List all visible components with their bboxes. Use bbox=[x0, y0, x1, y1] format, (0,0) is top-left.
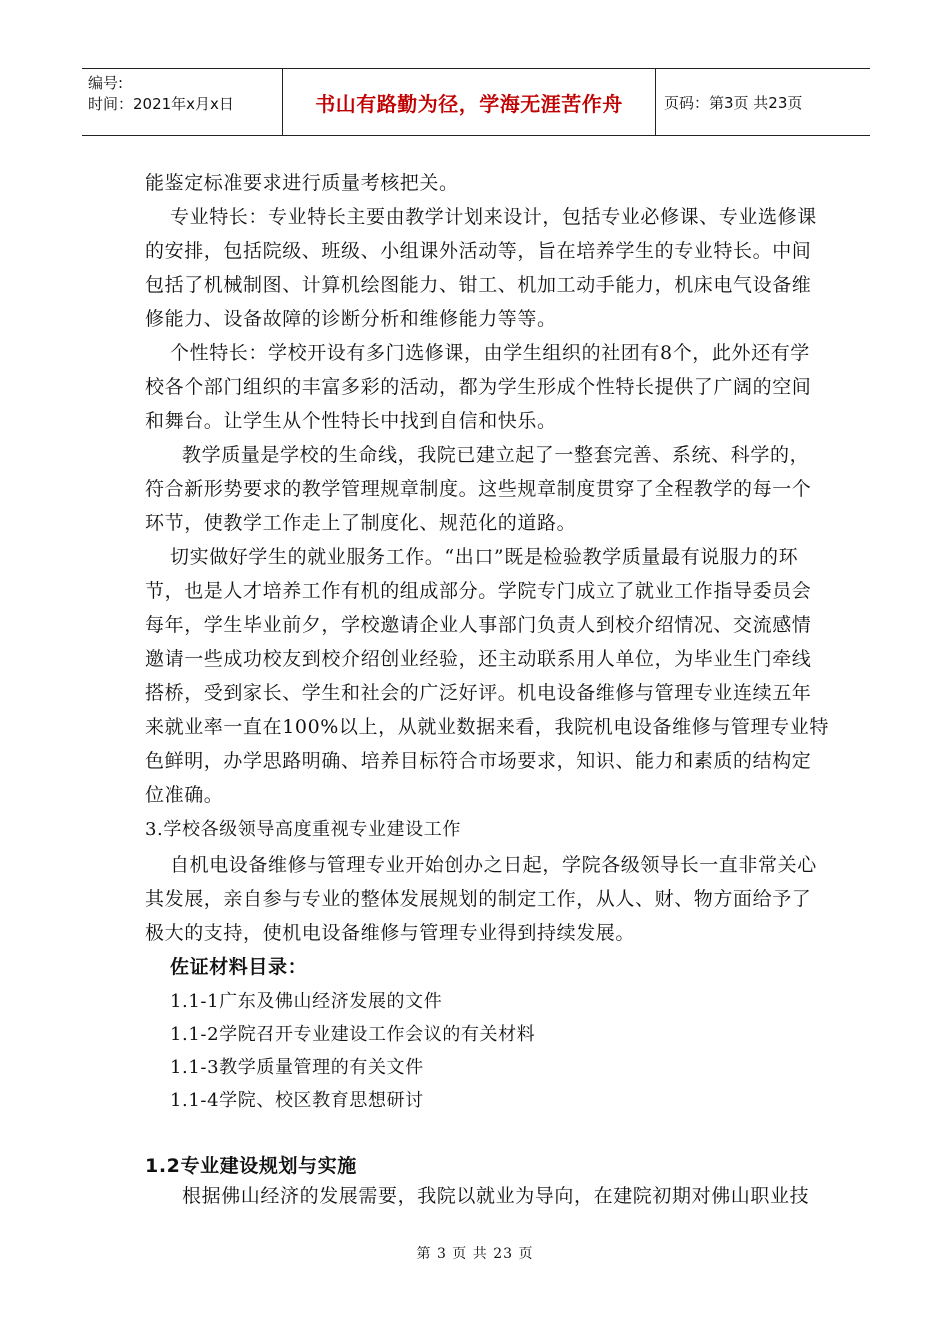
evidence-item: 1.1-1广东及佛山经济发展的文件 bbox=[170, 991, 443, 1012]
paragraph-line: 和舞台。让学生从个性特长中找到自信和快乐。 bbox=[145, 410, 557, 432]
paragraph-line: 每年，学生毕业前夕，学校邀请企业人事部门负责人到校介绍情况、交流感情 bbox=[145, 614, 812, 636]
paragraph-line: 切实做好学生的就业服务工作。“出口”既是检验教学质量最有说服力的环 bbox=[170, 546, 799, 568]
paragraph-line: 教学质量是学校的生命线，我院已建立起了一整套完善、系统、科学的， bbox=[182, 444, 810, 466]
paragraph-line: 包括了机械制图、计算机绘图能力、钳工、机加工动手能力，机床电气设备维 bbox=[145, 274, 812, 296]
paragraph-line: 自机电设备维修与管理专业开始创办之日起，学院各级领导长一直非常关心 bbox=[170, 854, 817, 876]
header-page-info: 页码：第3页 共23页 bbox=[664, 93, 803, 112]
paragraph-line: 个性特长：学校开设有多门选修课，由学生组织的社团有8个，此外还有学 bbox=[170, 342, 810, 364]
paragraph-line: 能鉴定标准要求进行质量考核把关。 bbox=[145, 172, 459, 194]
evidence-item: 1.1-2学院召开专业建设工作会议的有关材料 bbox=[170, 1024, 536, 1045]
paragraph-line: 色鲜明，办学思路明确、培养目标符合市场要求，知识、能力和素质的结构定 bbox=[145, 750, 812, 772]
paragraph-line: 修能力、设备故障的诊断分析和维修能力等等。 bbox=[145, 308, 557, 330]
paragraph-line: 邀请一些成功校友到校介绍创业经验，还主动联系用人单位，为毕业生门牵线 bbox=[145, 648, 812, 670]
section-heading: 1.2专业建设规划与实施 bbox=[145, 1155, 357, 1177]
header-meta bbox=[82, 69, 282, 135]
paragraph-line: 校各个部门组织的丰富多彩的活动，都为学生形成个性特长提供了广阔的空间 bbox=[145, 376, 812, 398]
evidence-item: 1.1-3教学质量管理的有关文件 bbox=[170, 1057, 424, 1078]
paragraph-line: 极大的支持，使机电设备维修与管理专业得到持续发展。 bbox=[145, 922, 636, 944]
section-heading: 3.学校各级领导高度重视专业建设工作 bbox=[145, 819, 461, 840]
document-number-label: 编号: bbox=[88, 74, 124, 92]
paragraph-line: 环节，使教学工作走上了制度化、规范化的道路。 bbox=[145, 512, 577, 534]
paragraph-line: 位准确。 bbox=[145, 784, 224, 806]
paragraph-line: 专业特长：专业特长主要由教学计划来设计，包括专业必修课、专业选修课 bbox=[170, 206, 817, 228]
page-footer: 第 3 页 共 23 页 bbox=[416, 1246, 534, 1262]
paragraph-line: 节，也是人才培养工作有机的组成部分。学院专门成立了就业工作指导委员会 bbox=[145, 580, 812, 602]
evidence-heading: 佐证材料目录： bbox=[170, 956, 308, 978]
paragraph-line: 根据佛山经济的发展需要，我院以就业为导向，在建院初期对佛山职业技 bbox=[182, 1185, 810, 1207]
document-time-label: 时间：2021年x月x日 bbox=[88, 95, 234, 113]
header-motto: 书山有路勤为径，学海无涯苦作舟 bbox=[282, 69, 656, 135]
paragraph-line: 的安排，包括院级、班级、小组课外活动等，旨在培养学生的专业特长。中间 bbox=[145, 240, 812, 262]
paragraph-line: 其发展，亲自参与专业的整体发展规划的制定工作，从人、财、物方面给予了 bbox=[145, 888, 812, 910]
paragraph-line: 符合新形势要求的教学管理规章制度。这些规章制度贯穿了全程教学的每一个 bbox=[145, 478, 812, 500]
paragraph-line: 来就业率一直在100%以上，从就业数据来看，我院机电设备维修与管理专业特 bbox=[145, 716, 829, 738]
page-header bbox=[82, 68, 870, 136]
paragraph-line: 搭桥，受到家长、学生和社会的广泛好评。机电设备维修与管理专业连续五年 bbox=[145, 682, 812, 704]
evidence-item: 1.1-4学院、校区教育思想研讨 bbox=[170, 1090, 424, 1111]
